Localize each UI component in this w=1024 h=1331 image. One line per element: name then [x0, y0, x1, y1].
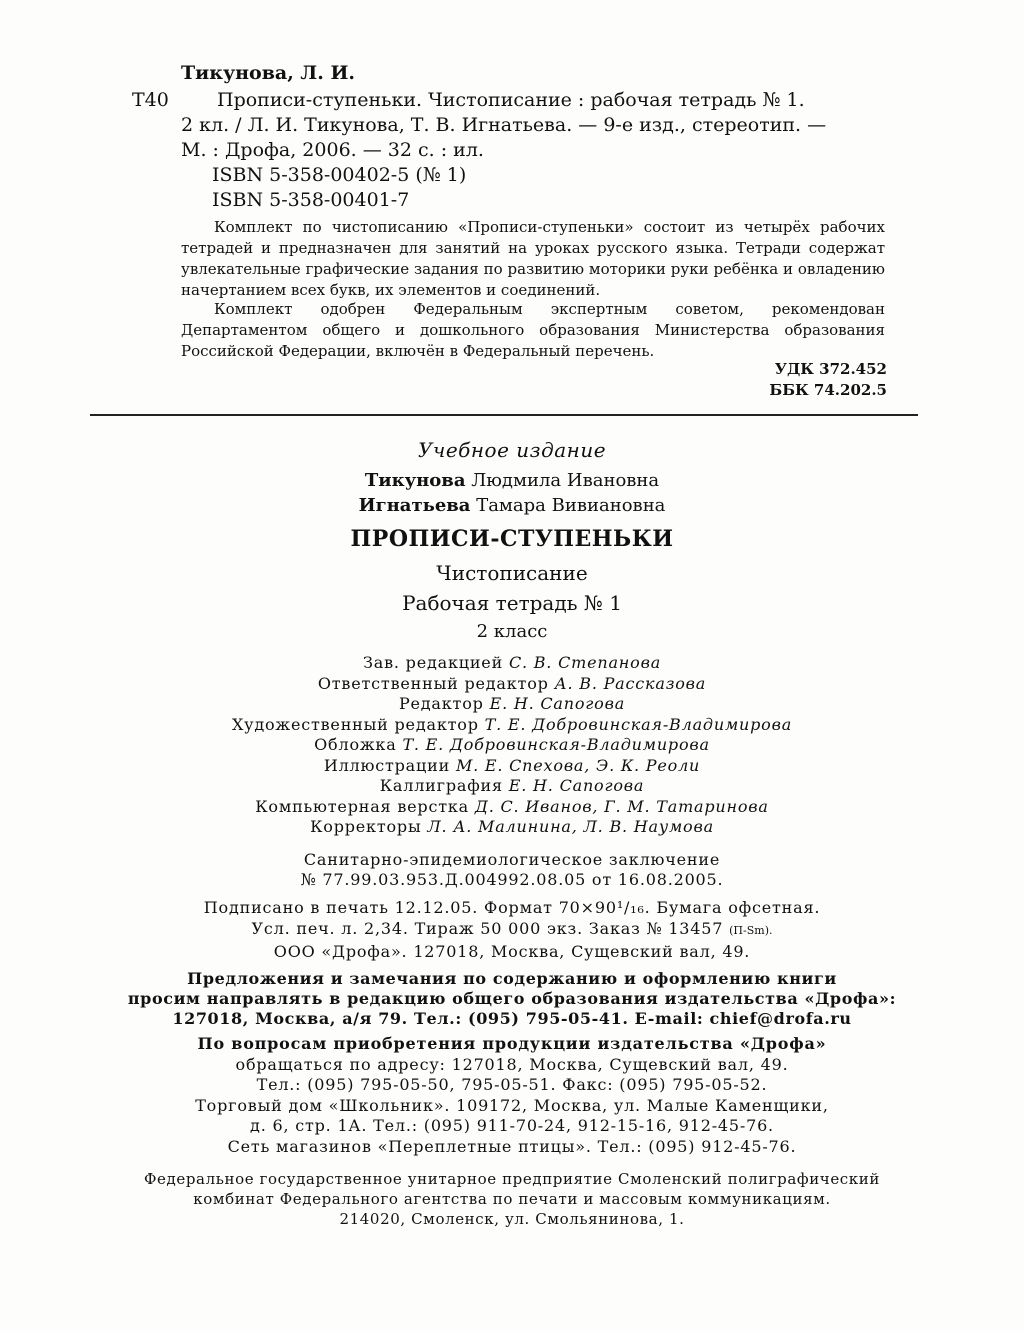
orders-line: Сеть магазинов «Переплетные птицы». Тел.: (095) 912-45-76. — [227, 1136, 797, 1156]
grade-level: 2 класс — [476, 621, 548, 642]
book-subtitle: Чистописание — [436, 561, 588, 585]
bbk-code: ББК 74.202.5 — [769, 381, 887, 399]
bib-isbn-set: ISBN 5-358-00401-7 — [212, 189, 410, 211]
printer-line: 214020, Смоленск, ул. Смольянинова, 1. — [339, 1210, 685, 1228]
author-2 — [0, 495, 1024, 516]
annotation-paragraph-1 — [181, 217, 885, 301]
orders-line: Тел.: (095) 795-05-50, 795-05-51. Факс: (095) 795-05-52. — [256, 1075, 768, 1094]
edition-kind: Учебное издание — [417, 438, 607, 462]
bib-isbn-volume: ISBN 5-358-00402-5 (№ 1) — [212, 164, 467, 186]
credit-person: Т. Е. Добровинская-Владимирова — [402, 735, 710, 754]
feedback-line: Предложения и замечания по содержанию и оформлению книги — [187, 969, 837, 988]
credit-role: Зав. редакцией — [362, 653, 504, 672]
credit-row — [0, 735, 1024, 756]
feedback-line: просим направлять в редакцию общего образования издательства «Дрофа»: — [127, 989, 897, 1008]
printer-info — [0, 1169, 1024, 1229]
credit-role: Обложка — [314, 735, 397, 754]
credit-person: Т. Е. Добровинская-Владимирова — [484, 714, 793, 734]
annotation-paragraph-2 — [181, 299, 885, 362]
author-1-name: Людмила Ивановна — [471, 470, 660, 491]
sanitary-line-1: Санитарно-эпидемиологическое заключение — [303, 850, 721, 869]
credit-row — [0, 674, 1024, 695]
credit-row — [0, 776, 1024, 797]
bib-title-line: Прописи-ступеньки. Чистописание : рабочая тетрадь № 1. — [217, 89, 805, 111]
printer-line: комбинат Федерального агентства по печати и массовым коммуникациям. — [193, 1190, 831, 1208]
author-2-surname: Игнатьева — [358, 495, 471, 516]
book-title: ПРОПИСИ-СТУПЕНЬКИ — [350, 526, 674, 552]
workbook-number: Рабочая тетрадь № 1 — [402, 591, 622, 615]
credit-person: М. Е. Спехова, Э. К. Реоли — [455, 755, 701, 775]
annotation-text-1: Комплект по чистописанию «Прописи-ступеньки» состоит из четырёх рабочих тетрадей и предназначен для занятий на уроках русского языка. Тетради содержат увлекательные графические задания по развитию моторики руки ребёнка и овладению начертанием всех букв, их элементов и соединений. — [181, 218, 885, 299]
udk-code: УДК 372.452 — [774, 360, 887, 378]
credit-person: Е. Н. Сапогова — [489, 694, 626, 713]
print-details — [0, 897, 1024, 941]
credit-row — [0, 653, 1024, 674]
print-line-2-text: Усл. печ. л. 2,34. Тираж 50 000 экз. Заказ № 13457 — [251, 919, 724, 938]
printer-line: Федеральное государственное унитарное предприятие Смоленский полиграфический — [144, 1170, 880, 1188]
credit-role: Каллиграфия — [379, 776, 503, 795]
credit-person: Л. А. Малинина, Л. В. Наумова — [427, 817, 714, 836]
author-1 — [0, 470, 1024, 491]
credit-person: Е. Н. Сапогова — [508, 776, 645, 795]
print-line-1: Подписано в печать 12.12.05. Формат 70×90¹/₁₆. Бумага офсетная. — [203, 898, 821, 917]
credit-role: Редактор — [398, 694, 484, 713]
orders-line: д. 6, стр. 1А. Тел.: (095) 911-70-24, 912-15-16, 912-45-76. — [250, 1116, 774, 1135]
bib-class-code: Т40 — [132, 89, 169, 111]
orders-line: обращаться по адресу: 127018, Москва, Сущевский вал, 49. — [235, 1054, 789, 1074]
annotation-text-2: Комплект одобрен Федеральным экспертным советом, рекомендован Департаментом общего и дошкольного образования Министерства образования Российской Федерации, включён в Федеральный перечень. — [181, 300, 885, 360]
credit-person: Д. С. Иванов, Г. М. Татаринова — [474, 796, 769, 816]
publisher-address: ООО «Дрофа». 127018, Москва, Сущевский вал, 49. — [273, 942, 751, 961]
orders-heading: По вопросам приобретения продукции издательства «Дрофа» — [197, 1034, 827, 1053]
bib-author-heading: Тикунова, Л. И. — [181, 62, 356, 84]
credit-role: Ответственный редактор — [317, 673, 549, 693]
sanitary-line-2: № 77.99.03.953.Д.004992.08.05 от 16.08.2005. — [300, 870, 724, 889]
bib-responsibility-line: 2 кл. / Л. И. Тикунова, Т. В. Игнатьева. — 9-е изд., стереотип. — — [181, 114, 827, 136]
credit-row — [0, 756, 1024, 777]
feedback-line: 127018, Москва, а/я 79. Тел.: (095) 795-05-41. E-mail: chief@drofa.ru — [172, 1009, 852, 1028]
orders-info — [0, 1034, 1024, 1157]
credit-row — [0, 694, 1024, 715]
orders-line: Торговый дом «Школьник». 109172, Москва, ул. Малые Каменщики, — [195, 1095, 829, 1115]
credit-row — [0, 715, 1024, 736]
sanitary-certificate — [0, 850, 1024, 890]
print-code: (П-Sm). — [729, 924, 773, 937]
credit-role: Иллюстрации — [323, 755, 451, 775]
credit-row — [0, 817, 1024, 838]
credits-list — [0, 653, 1024, 838]
credit-person: А. В. Рассказова — [554, 673, 707, 693]
author-2-name: Тамара Вивиановна — [476, 495, 666, 516]
credit-role: Корректоры — [310, 817, 422, 836]
author-1-surname: Тикунова — [364, 470, 466, 491]
classification-codes — [769, 359, 887, 401]
credit-person: С. В. Степанова — [508, 653, 662, 672]
print-line-2 — [0, 918, 1024, 941]
credit-role: Компьютерная верстка — [255, 796, 469, 816]
credit-role: Художественный редактор — [231, 714, 479, 734]
bib-publication-line: М. : Дрофа, 2006. — 32 с. : ил. — [181, 139, 484, 161]
feedback-notice — [0, 969, 1024, 1029]
section-divider — [90, 414, 918, 416]
credit-row — [0, 797, 1024, 818]
